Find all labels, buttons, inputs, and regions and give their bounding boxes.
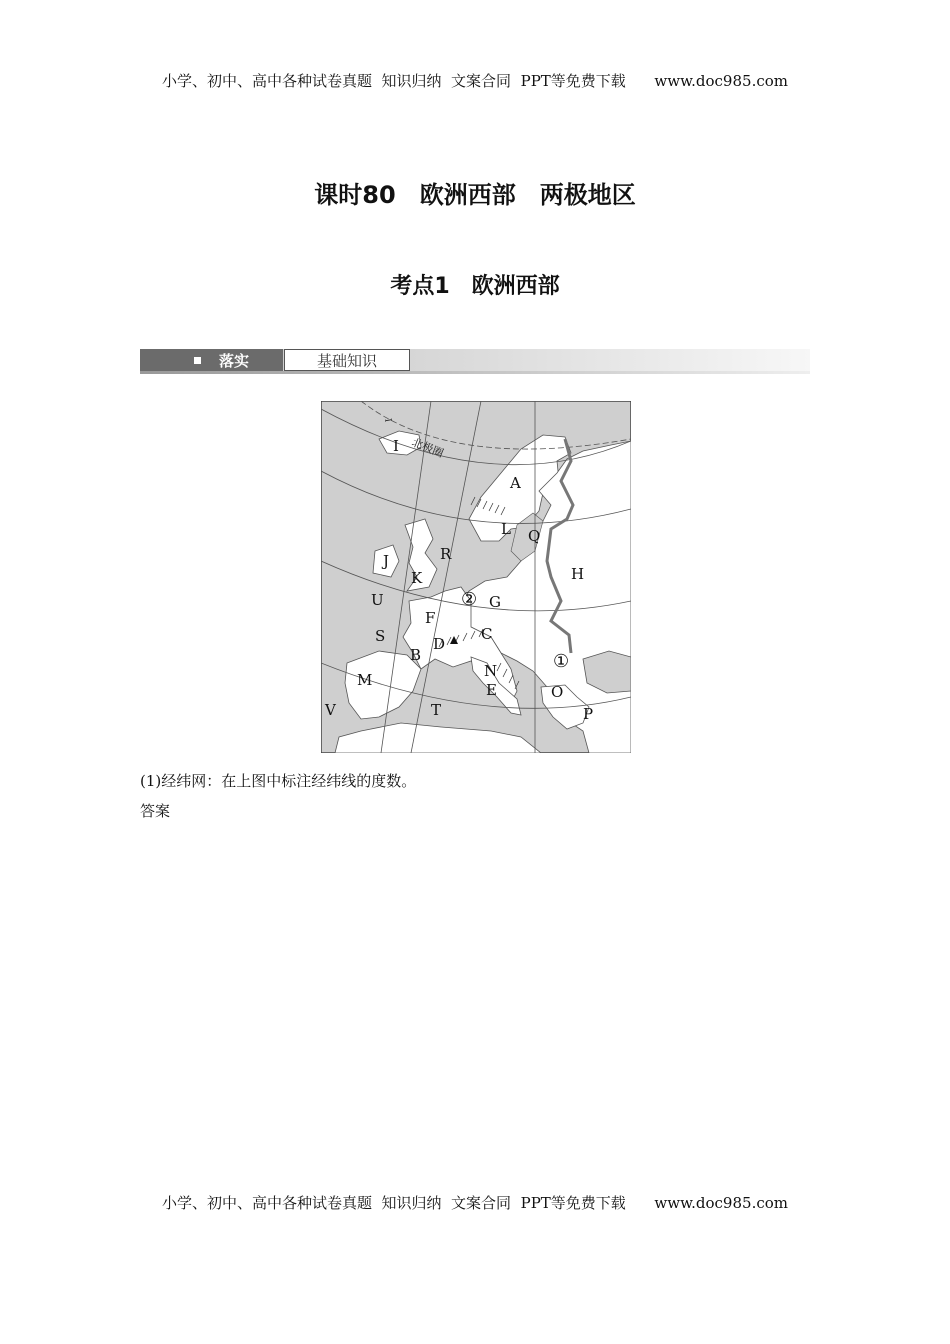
- map-label-J: J: [383, 552, 390, 570]
- map-label-U: U: [371, 591, 384, 609]
- banner-label-left: 落实: [140, 349, 283, 371]
- europe-map: [321, 401, 631, 753]
- map-label-A: A: [510, 474, 521, 492]
- map-label-M: M: [357, 671, 373, 689]
- map-label-G: G: [489, 593, 501, 611]
- map-label-P: P: [583, 705, 594, 723]
- map-label-K: K: [411, 569, 423, 587]
- square-bullet-icon: [194, 357, 201, 364]
- page-footer: 小学、初中、高中各种试卷真题 知识归纳 文案合同 PPT等免费下载 www.doc985.com: [161, 1194, 788, 1212]
- map-label-I: I: [393, 437, 399, 455]
- map-label-H: H: [571, 565, 585, 583]
- map-label-Q: Q: [528, 527, 541, 545]
- banner-underline: [140, 371, 810, 374]
- map-label-T: T: [431, 701, 442, 719]
- map-label-N: N: [484, 662, 498, 680]
- map-arctic-circle-label: 北极圈: [409, 435, 446, 461]
- answer-label: 答案: [140, 802, 171, 820]
- banner-label-right: 基础知识: [284, 349, 410, 371]
- map-label-F: F: [425, 609, 436, 627]
- map-label-R: R: [440, 545, 452, 563]
- map-label-O: O: [551, 683, 564, 701]
- map-label-1: ①: [553, 651, 570, 672]
- map-label-V: V: [325, 701, 336, 719]
- map-label-D: D: [433, 635, 446, 653]
- map-meridian-mark: I: [382, 417, 393, 424]
- map-label-2: ②: [461, 589, 478, 610]
- map-label-C: C: [481, 625, 493, 643]
- question-text: (1)经纬网：在上图中标注经纬线的度数。: [140, 772, 417, 790]
- map-label-E: E: [486, 681, 497, 699]
- page-header: 小学、初中、高中各种试卷真题 知识归纳 文案合同 PPT等免费下载 www.doc985.com: [161, 72, 788, 90]
- map-label-B: B: [410, 646, 422, 664]
- map-label-S: S: [375, 627, 386, 645]
- map-label-L: L: [501, 520, 511, 538]
- lesson-title: 课时80 欧洲西部 两极地区: [314, 181, 636, 209]
- section-title: 考点1 欧洲西部: [390, 274, 560, 299]
